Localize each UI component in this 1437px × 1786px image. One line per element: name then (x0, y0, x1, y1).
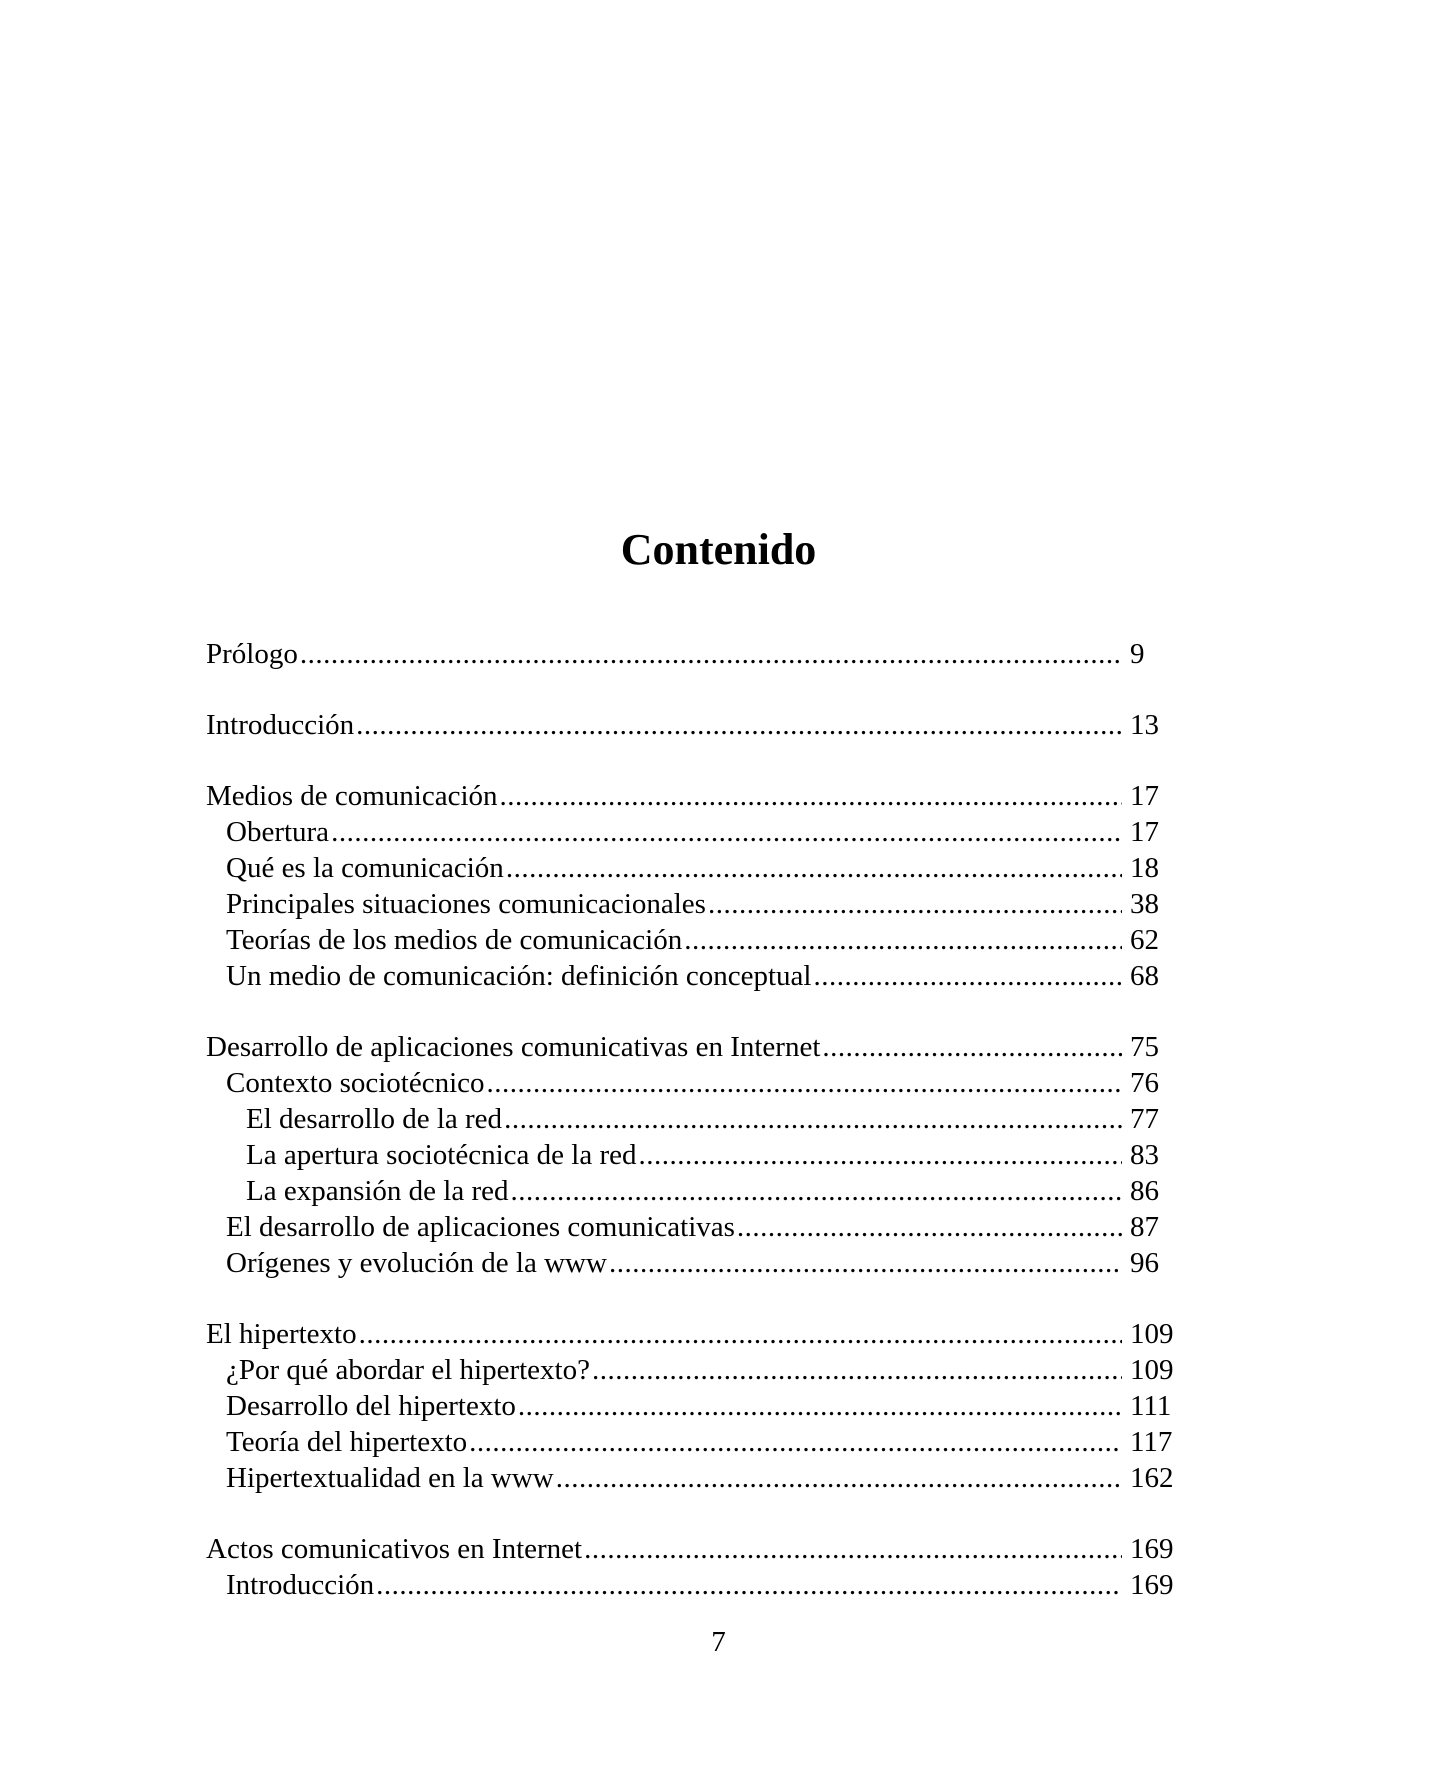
toc-entry (206, 1245, 1186, 1281)
toc-leader-dots (500, 778, 1122, 814)
toc-entry (206, 814, 1186, 850)
toc-entry (206, 707, 1186, 743)
toc-entry-title: El desarrollo de la red (246, 1103, 503, 1135)
toc-entry-page: 117 (1130, 1426, 1173, 1458)
toc-leader-dots (708, 886, 1122, 922)
toc-leader-dots (487, 1065, 1122, 1101)
toc-entry-title: Teorías de los medios de comunicación (226, 924, 683, 956)
toc-entry (206, 1316, 1186, 1352)
toc-entry (206, 1352, 1186, 1388)
toc-leader-dots (331, 814, 1122, 850)
toc-entry-page: 68 (1130, 960, 1159, 992)
toc-entry (206, 1209, 1186, 1245)
toc-entry-page: 111 (1130, 1390, 1172, 1422)
toc-entry-title: Principales situaciones comunicacionales (226, 888, 706, 920)
toc-leader-dots (469, 1424, 1122, 1460)
table-of-contents (206, 636, 1186, 1638)
toc-entry-page: 18 (1130, 852, 1159, 884)
toc-entry-title: El hipertexto (206, 1318, 357, 1350)
toc-entry-title: Teoría del hipertexto (226, 1426, 468, 1458)
toc-entry-page: 83 (1130, 1139, 1159, 1171)
toc-leader-dots (684, 922, 1122, 958)
toc-entry-page: 77 (1130, 1103, 1159, 1135)
toc-entry-title: Orígenes y evolución de la www (226, 1247, 607, 1279)
toc-entry-title: Actos comunicativos en Internet (206, 1533, 583, 1565)
toc-section (206, 1029, 1186, 1281)
toc-entry-title: Un medio de comunicación: definición conceptual (226, 960, 812, 992)
toc-leader-dots (737, 1209, 1122, 1245)
toc-entry (206, 636, 1186, 672)
toc-leader-dots (592, 1352, 1122, 1388)
toc-leader-dots (609, 1245, 1122, 1281)
toc-entry-page: 62 (1130, 924, 1159, 956)
toc-entry-page: 96 (1130, 1247, 1159, 1279)
toc-leader-dots (584, 1531, 1122, 1567)
toc-section (206, 1316, 1186, 1496)
toc-entry-page: 109 (1130, 1318, 1174, 1350)
toc-entry-page: 38 (1130, 888, 1159, 920)
toc-entry-title: Qué es la comunicación (226, 852, 504, 884)
toc-leader-dots (300, 636, 1122, 672)
toc-leader-dots (638, 1137, 1122, 1173)
toc-entry (206, 1137, 1186, 1173)
toc-section (206, 778, 1186, 994)
toc-entry-page: 169 (1130, 1533, 1174, 1565)
toc-entry (206, 1424, 1186, 1460)
toc-entry-page: 87 (1130, 1211, 1159, 1243)
toc-section (206, 636, 1186, 672)
toc-entry (206, 1173, 1186, 1209)
toc-entry-page: 109 (1130, 1354, 1174, 1386)
toc-entry-page: 9 (1130, 638, 1145, 670)
toc-entry-title: ¿Por qué abordar el hipertexto? (226, 1354, 590, 1386)
toc-leader-dots (556, 1460, 1122, 1496)
toc-leader-dots (518, 1388, 1122, 1424)
toc-entry-title: El desarrollo de aplicaciones comunicativas (226, 1211, 735, 1243)
toc-entry-title: Introducción (226, 1569, 375, 1601)
toc-leader-dots (822, 1029, 1122, 1065)
toc-entry (206, 922, 1186, 958)
toc-entry-title: La expansión de la red (246, 1175, 509, 1207)
toc-entry-page: 162 (1130, 1462, 1174, 1494)
page-title: Contenido (620, 525, 817, 574)
toc-entry-title: Obertura (226, 816, 330, 848)
toc-entry-page: 76 (1130, 1067, 1159, 1099)
toc-entry-page: 17 (1130, 780, 1159, 812)
toc-section (206, 1531, 1186, 1603)
toc-entry (206, 1460, 1186, 1496)
toc-entry-page: 169 (1130, 1569, 1174, 1601)
toc-entry (206, 886, 1186, 922)
toc-section (206, 707, 1186, 743)
page-number: 7 (711, 1626, 726, 1658)
toc-leader-dots (504, 1101, 1122, 1137)
toc-leader-dots (376, 1567, 1122, 1603)
toc-entry-title: Prólogo (206, 638, 298, 670)
toc-entry (206, 1101, 1186, 1137)
toc-entry-page: 13 (1130, 709, 1159, 741)
toc-entry-title: Introducción (206, 709, 355, 741)
toc-entry-page: 17 (1130, 816, 1159, 848)
toc-entry (206, 1065, 1186, 1101)
toc-entry (206, 850, 1186, 886)
toc-leader-dots (506, 850, 1122, 886)
toc-entry-page: 86 (1130, 1175, 1159, 1207)
toc-entry-title: Hipertextualidad en la www (226, 1462, 554, 1494)
toc-leader-dots (813, 958, 1122, 994)
toc-entry-page: 75 (1130, 1031, 1159, 1063)
toc-entry-title: Contexto sociotécnico (226, 1067, 485, 1099)
toc-entry (206, 958, 1186, 994)
toc-entry-title: Desarrollo de aplicaciones comunicativas en Internet (206, 1031, 821, 1063)
toc-entry (206, 1388, 1186, 1424)
toc-entry (206, 1029, 1186, 1065)
toc-entry (206, 1531, 1186, 1567)
toc-entry-title: Medios de comunicación (206, 780, 498, 812)
toc-entry-title: La apertura sociotécnica de la red (246, 1139, 637, 1171)
toc-entry-title: Desarrollo del hipertexto (226, 1390, 516, 1422)
toc-leader-dots (359, 1316, 1122, 1352)
toc-leader-dots (356, 707, 1122, 743)
toc-entry (206, 1567, 1186, 1603)
toc-entry (206, 778, 1186, 814)
toc-leader-dots (511, 1173, 1122, 1209)
